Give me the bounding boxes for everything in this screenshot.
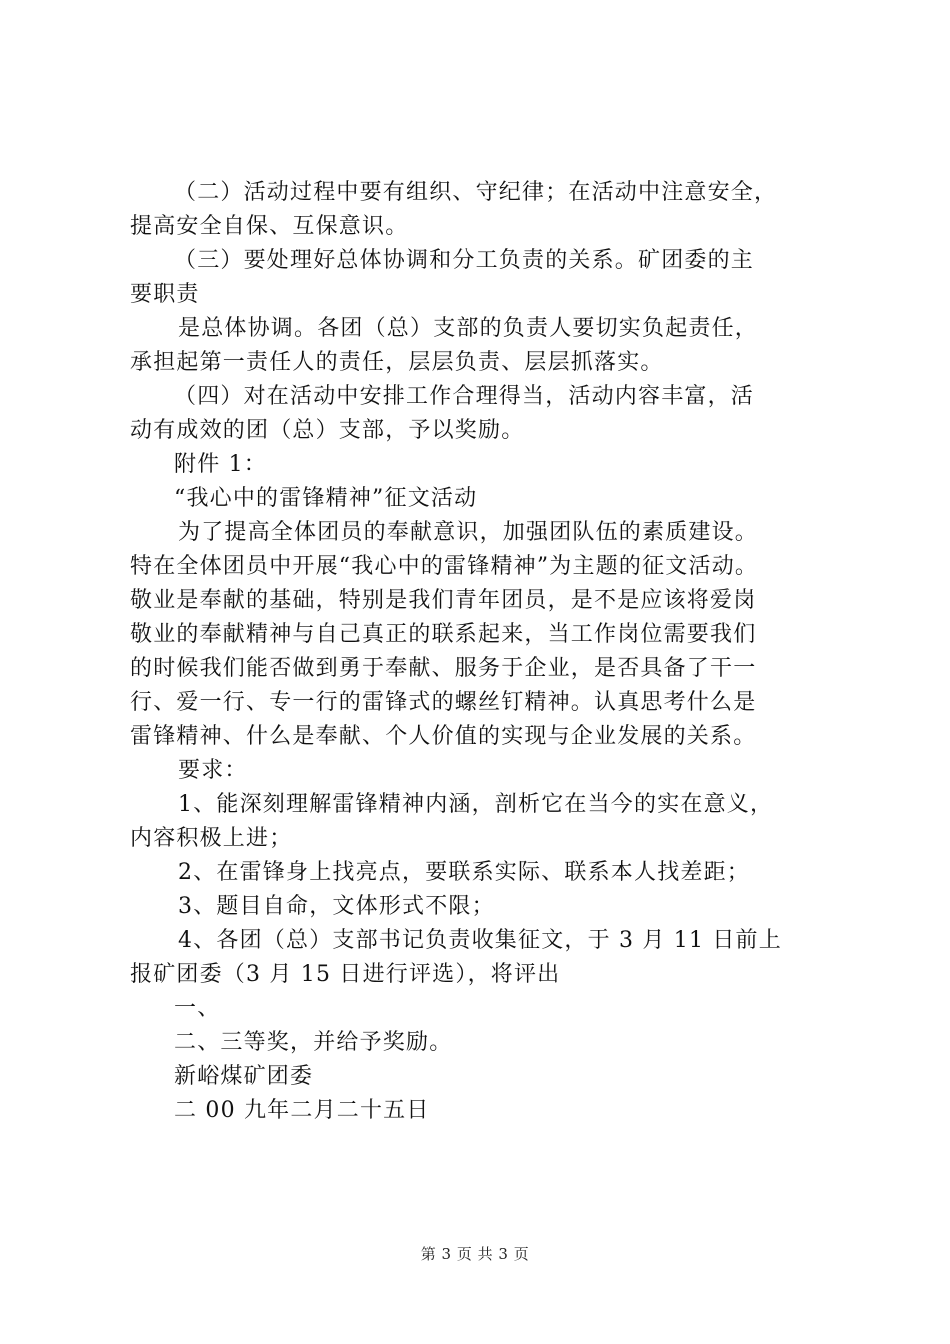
text-line: 要职责 (130, 282, 200, 307)
text-line: 提高安全自保、互保意识。 (130, 214, 409, 239)
text-line: （二）活动过程中要有组织、守纪律；在活动中注意安全， (174, 180, 778, 205)
text-line: （四）对在活动中安排工作合理得当，活动内容丰富，活 (174, 384, 755, 409)
text-line: 4、各团（总）支部书记负责收集征文，于 3 月 11 日前上 (178, 928, 782, 953)
text-line: 承担起第一责任人的责任，层层负责、层层抓落实。 (130, 350, 664, 375)
document-body (130, 176, 830, 1128)
text-line: 是总体协调。各团（总）支部的负责人要切实负起责任， (178, 316, 759, 341)
text-line: 雷锋精神、什么是奉献、个人价值的实现与企业发展的关系。 (130, 724, 757, 749)
text-line: 报矿团委（3 月 15 日进行评选），将评出 (130, 962, 561, 987)
text-line: 行、爱一行、专一行的雷锋式的螺丝钉精神。认真思考什么是 (130, 690, 757, 715)
text-line: 新峪煤矿团委 (174, 1064, 314, 1089)
text-line: 敬业的奉献精神与自己真正的联系起来，当工作岗位需要我们 (130, 622, 757, 647)
text-line: 内容积极上进； (130, 826, 293, 851)
text-line: 动有成效的团（总）支部，予以奖励。 (130, 418, 525, 443)
text-line: 2、在雷锋身上找亮点，要联系实际、联系本人找差距； (178, 860, 750, 885)
text-line: 二、三等奖，并给予奖励。 (174, 1030, 453, 1055)
text-line: 要求： (178, 758, 248, 783)
text-line: “我心中的雷锋精神”征文活动 (174, 486, 478, 511)
text-line: 一、 (174, 996, 221, 1021)
text-line: 二 00 九年二月二十五日 (174, 1098, 430, 1123)
text-line: 附件 1： (174, 452, 267, 477)
text-line: 3、题目自命，文体形式不限； (178, 894, 495, 919)
text-line: 特在全体团员中开展“我心中的雷锋精神”为主题的征文活动。 (130, 554, 759, 579)
text-line: 的时候我们能否做到勇于奉献、服务于企业，是否具备了干一 (130, 656, 757, 681)
text-line: （三）要处理好总体协调和分工负责的关系。矿团委的主 (174, 248, 755, 273)
page-footer: 第 3 页 共 3 页 (420, 1245, 530, 1263)
text-line: 敬业是奉献的基础，特别是我们青年团员，是不是应该将爱岗 (130, 588, 757, 613)
text-line: 1、能深刻理解雷锋精神内涵，剖析它在当今的实在意义， (178, 792, 774, 817)
text-line: 为了提高全体团员的奉献意识，加强团队伍的素质建设。 (178, 520, 759, 545)
